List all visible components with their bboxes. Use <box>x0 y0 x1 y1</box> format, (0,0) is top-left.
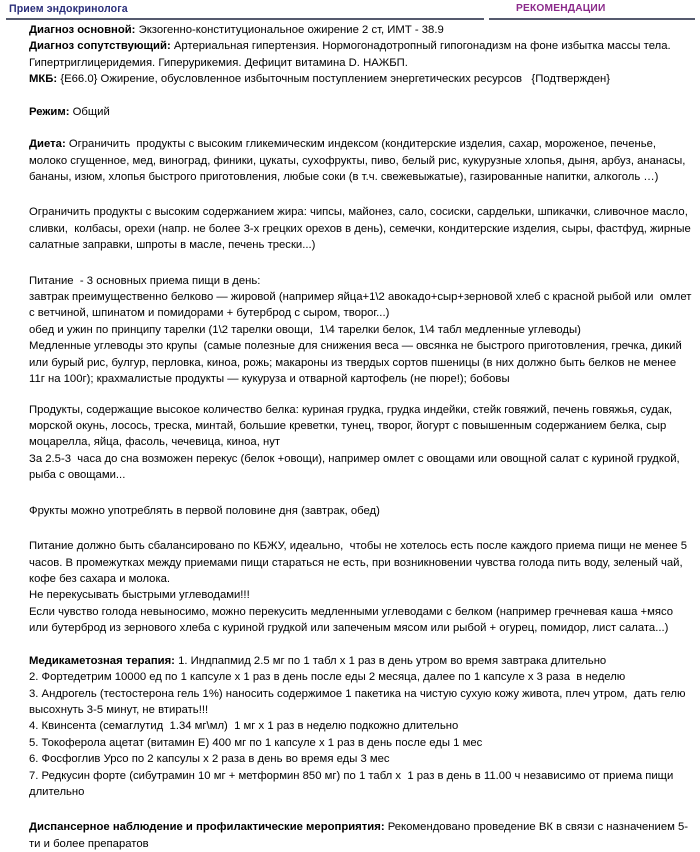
fat-limit-paragraph: Ограничить продукты с высоким содержанием жира: чипсы, майонез, сало, сосиски, сардельки, шпикачки, сливочное масло, сливки, колбасы, орехи (напр. не более 3-х грецких орехов в день), семечки, кондитерские изделия, сыры, фастфуд, жирные салатные заправки, шпроты в масле, печень трески...) <box>29 206 694 252</box>
meals-lunch-dinner: обед и ужин по принципу тарелки (1\2 тарелки овощи, 1\4 тарелки белок, 1\4 табл медленные углеводы) <box>29 323 581 336</box>
icd-line <box>29 71 692 87</box>
therapy-label: Медикаметозная терапия: <box>29 654 175 667</box>
diet-label: Диета: <box>29 138 66 151</box>
header-divider-left-segment <box>6 18 484 20</box>
spacer <box>29 388 692 402</box>
spacer <box>29 254 692 273</box>
therapy-item-5: 5. Токоферола ацетат (витамин Е) 400 мг по 1 капсуле х 1 раз в день после еды 1 мес <box>29 736 483 749</box>
recommendations-body <box>0 22 700 852</box>
therapy-item-2: 2. Фортедетрим 10000 ед по 1 капсуле х 1 раз в день после еды 2 месяца, далее по 1 капсуле х 3 раза в неделю <box>29 671 626 684</box>
tab-rekomendacii[interactable]: РЕКОМЕНДАЦИИ <box>516 3 606 14</box>
spacer <box>29 185 692 204</box>
primary-diagnosis-line <box>29 22 692 38</box>
followup-label: Диспансерное наблюдение и профилактические мероприятия: <box>29 821 385 834</box>
secondary-diagnosis-label: Диагноз сопутствующий: <box>29 40 171 53</box>
header-divider <box>0 18 700 21</box>
fruits-note: Фрукты можно употреблять в первой половине дня (завтрак, обед) <box>29 504 380 517</box>
spacer <box>29 637 692 653</box>
tab-bar <box>0 0 700 20</box>
spacer <box>29 120 692 136</box>
balance-note-paragraph: Питание должно быть сбалансировано по КБЖУ, идеально, чтобы не хотелось есть после каждого приема пищи не менее 5 часов. В промежутках между приемами пищи стараться не есть, при возникновении чувства голода пить воду, зеленый чай, кофе без сахара и молока. <box>29 540 691 585</box>
evening-snack-paragraph: За 2.5-3 часа до сна возможен перекус (белок +овощи), например омлет с овощами или овощной салат с куриной грудкой, рыба с овощами... <box>29 452 683 482</box>
regimen-label: Режим: <box>29 105 70 118</box>
primary-diagnosis-label: Диагноз основной: <box>29 24 136 36</box>
therapy-item-6: 6. Фосфоглив Урсо по 2 капсулы х 2 раза в день во время еды 3 мес <box>29 753 390 766</box>
spacer <box>29 484 692 503</box>
meals-breakfast: завтрак преимущественно белково — жировой (например яйца+1\2 авокадо+сыр+зерновой хлеб с красной рыбой или омлет с ветчиной, шпинатом и помидорами + бутерброд с сыром, творог...) <box>29 291 695 320</box>
hunger-note-paragraph: Если чувство голода невыносимо, можно перекусить медленными углеводами с белком (например гречневая каша +мясо или бутерброд из зернового хлеба с куриной грудкой или запеченым мясом или рыбой + огурец, помидор, лист салата...) <box>29 605 677 635</box>
therapy-item-7: 7. Редкусин форте (сибутрамин 10 мг + метформин 850 мг) по 1 табл х 1 раз в день в 11.00 ч независимо от приема пищи длительно <box>29 769 677 799</box>
header-divider-right-segment <box>489 18 695 20</box>
primary-diagnosis-value: Экзогенно-конституциональное ожирение 2 ст, ИМТ - 38.9 <box>135 24 444 36</box>
therapy-item-1: 1. Индпапмид 2.5 мг по 1 табл х 1 раз в день утром во время завтрака длительно <box>174 654 607 667</box>
meals-heading: Питание - 3 основных приема пищи в день: <box>29 274 261 287</box>
spacer <box>29 800 692 819</box>
secondary-diagnosis-line <box>29 38 692 71</box>
followup-line <box>29 819 692 852</box>
no-fast-carbs-note: Не перекусывать быстрыми углеводами!!! <box>29 589 250 602</box>
icd-value: {Е66.0} Ожирение, обусловленное избыточным поступлением энергетических ресурсов {Подтвержден} <box>57 73 611 86</box>
therapy-first-line <box>29 653 692 669</box>
therapy-item-4: 4. Квинсента (семаглутид 1.34 мг\мл) 1 мг х 1 раз в неделю подкожно длительно <box>29 720 459 733</box>
spacer <box>29 519 692 538</box>
icd-label: МКБ: <box>29 73 58 86</box>
protein-products-paragraph: Продукты, содержащие высокое количество белка: куриная грудка, грудка индейки, стейк говяжий, печень говяжья, судак, морской окунь, лосось, треска, минтай, большие креветки, тунец, творог, йогурт с повышенным содержанием белка, сыр моцарелла, яйца, фасоль, чечевица, киноа, нут <box>29 403 676 449</box>
followup-value: Рекомендовано проведение ВК в связи с назначением 5-ти и более препаратов <box>29 821 689 850</box>
therapy-item-3: 3. Андрогель (тестостерона гель 1%) наносить содержимое 1 пакетика на чистую сухую кожу живота, плеч утром, дать гелю высохнуть 3-5 минут, не втирать!!! <box>29 687 689 716</box>
regimen-value: Общий <box>69 105 110 118</box>
diet-value: Ограничить продукты с высоким гликемическим индексом (кондитерские изделия, сахар, мороженое, печенье, молоко сгущенное, мед, виноград, финики, цукаты, сухофрукты, пиво, белый рис, кукурузные хлопья, дыня, арбуз, ананасы, бананы, изюм, хлопья быстрого приготовления, любые соки (в т.ч. свежевыжатые), газированные напитки, алкоголь …) <box>29 138 689 183</box>
secondary-diagnosis-value: Артериальная гипертензия. Нормогонадотропный гипогонадизм на фоне избытка массы тела. Гипертриглицеридемия. Гиперурикемия. Дефицит витамина D. НАЖБП. <box>29 40 674 69</box>
diet-line <box>29 136 692 185</box>
regimen-line <box>29 104 692 120</box>
tab-priem-endokrinologa[interactable]: Прием эндокринолога <box>9 3 128 15</box>
slow-carbs-paragraph: Медленные углеводы это крупы (самые полезные для снижения веса — овсянка не быстрого приготовления, гречка, дикий или бурый рис, булгур, перловка, киноа, рожь; макароны из твердых сортов пшеницы (в них должно быть белков не менее 11г на 100г); крахмалистые продукты — кукуруза и отварной картофель (не пюре!); бобовы <box>29 340 685 386</box>
spacer <box>29 88 692 104</box>
